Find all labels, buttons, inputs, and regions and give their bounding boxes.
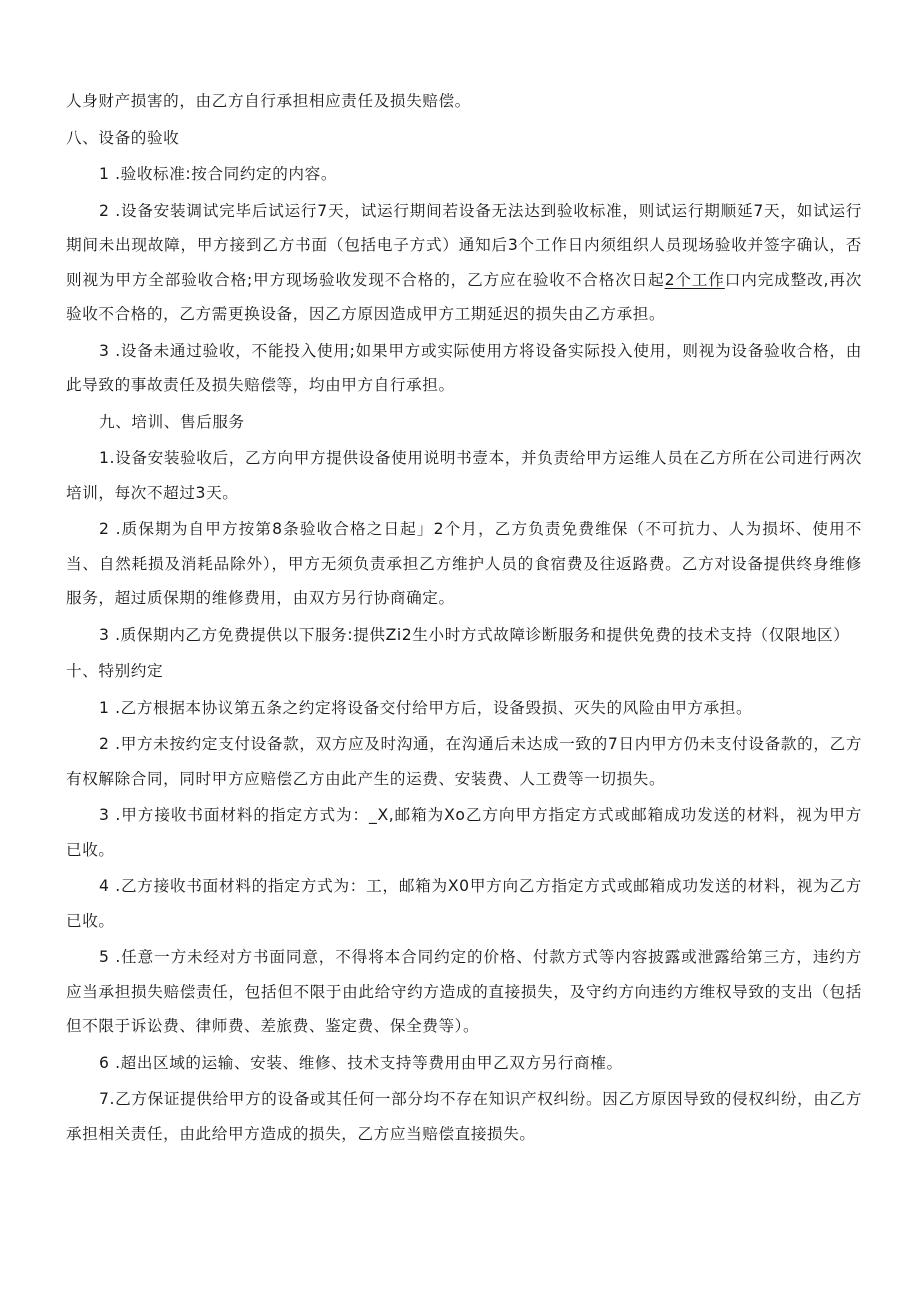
section-8-item-2-underlined: 2个工作 (664, 270, 725, 289)
section-10-item-3: 3 .甲方接收书面材料的指定方式为：_X,邮箱为Xo乙方向甲方指定方式或邮箱成功发送的材料，视为甲方已收。 (66, 806, 862, 859)
section-9-item-2: 2 .质保期为自甲方按第8条验收合格之日起」2个月，乙方负责免费维保（不可抗力、人为损坏、使用不当、自然耗损及消耗品除外），甲方无须负责承担乙方维护人员的食宿费及往返路费。乙方对设备提供终身维修服务，超过质保期的维修费用，由双方另行协商确定。 (66, 520, 862, 607)
section-8-heading: 八、设备的验收 (66, 128, 180, 147)
section-9-item-3: 3 .质保期内乙方免费提供以下服务:提供Zi2生小时方式故障诊断服务和提供免费的技术支持（仅限地区） (99, 625, 850, 644)
section-8-item-3: 3 .设备未通过验收，不能投入使用;如果甲方或实际使用方将设备实际投入使用，则视为设备验收合格，由此导致的事故责任及损失赔偿等，均由甲方自行承担。 (66, 341, 862, 394)
section-8-item-1: 1 .验收标准:按合同约定的内容。 (99, 165, 338, 183)
section-8-item-2-text-a: 2 .设备安装调试完毕后试运行7天，试运行期间若设备无法达到验收标准，则试运行期顺延7天，如试运行期间未出现故障，甲方接到乙方书面（包括电子方式）通知后3个工作日内须组织人员现场验收并签字确认，否则视为甲方全部验收合格;甲方现场验收发现不合格的，乙方应在验收不合格次日起 (66, 201, 862, 289)
section-10-item-4: 4 .乙方接收书面材料的指定方式为：工，邮箱为X0甲方向乙方指定方式或邮箱成功发送的材料，视为乙方已收。 (66, 877, 862, 930)
section-9-heading: 九、培训、售后服务 (99, 412, 245, 431)
section-10-item-5: 5 .任意一方未经对方书面同意，不得将本合同约定的价格、付款方式等内容披露或泄露给第三方，违约方应当承担损失赔偿责任，包括但不限于由此给守约方造成的直接损失，及守约方向违约方维权导致的支出（包括但不限于诉讼费、律师费、差旅费、鉴定费、保全费等）。 (66, 948, 862, 1035)
section-9-item-1: 1.设备安装验收后，乙方向甲方提供设备使用说明书壹本，并负责给甲方运维人员在乙方所在公司进行两次培训，每次不超过3天。 (66, 449, 862, 502)
section-8-item-2-text-b: 口内完成整改,再次验收不合格的，乙方需更换设备，因乙方原因造成甲方工期延迟的损失由乙方承担。 (66, 270, 863, 323)
section-10-item-7: 7.乙方保证提供给甲方的设备或其任何一部分均不存在知识产权纠纷。因乙方原因导致的侵权纠纷，由乙方承担相关责任，由此给甲方造成的损失，乙方应当赔偿直接损失。 (66, 1090, 862, 1143)
document-page (66, 84, 862, 1151)
section-10-heading: 十、特别约定 (66, 662, 164, 680)
carry-over-paragraph: 人身财产损害的，由乙方自行承担相应责任及损失赔偿。 (66, 92, 471, 110)
section-10-item-2: 2 .甲方未按约定支付设备款，双方应及时沟通，在沟通后未达成一致的7日内甲方仍未支付设备款的，乙方有权解除合同，同时甲方应赔偿乙方由此产生的运费、安装费、人工费等一切损失。 (66, 735, 862, 788)
section-10-item-1: 1 .乙方根据本协议第五条之约定将设备交付给甲方后，设备毁损、灭失的风险由甲方承担。 (99, 698, 753, 717)
section-8-item-2 (66, 194, 862, 332)
section-10-item-6: 6 .超出区域的运输、安装、维修、技术支持等费用由甲乙双方另行商榷。 (99, 1053, 623, 1072)
